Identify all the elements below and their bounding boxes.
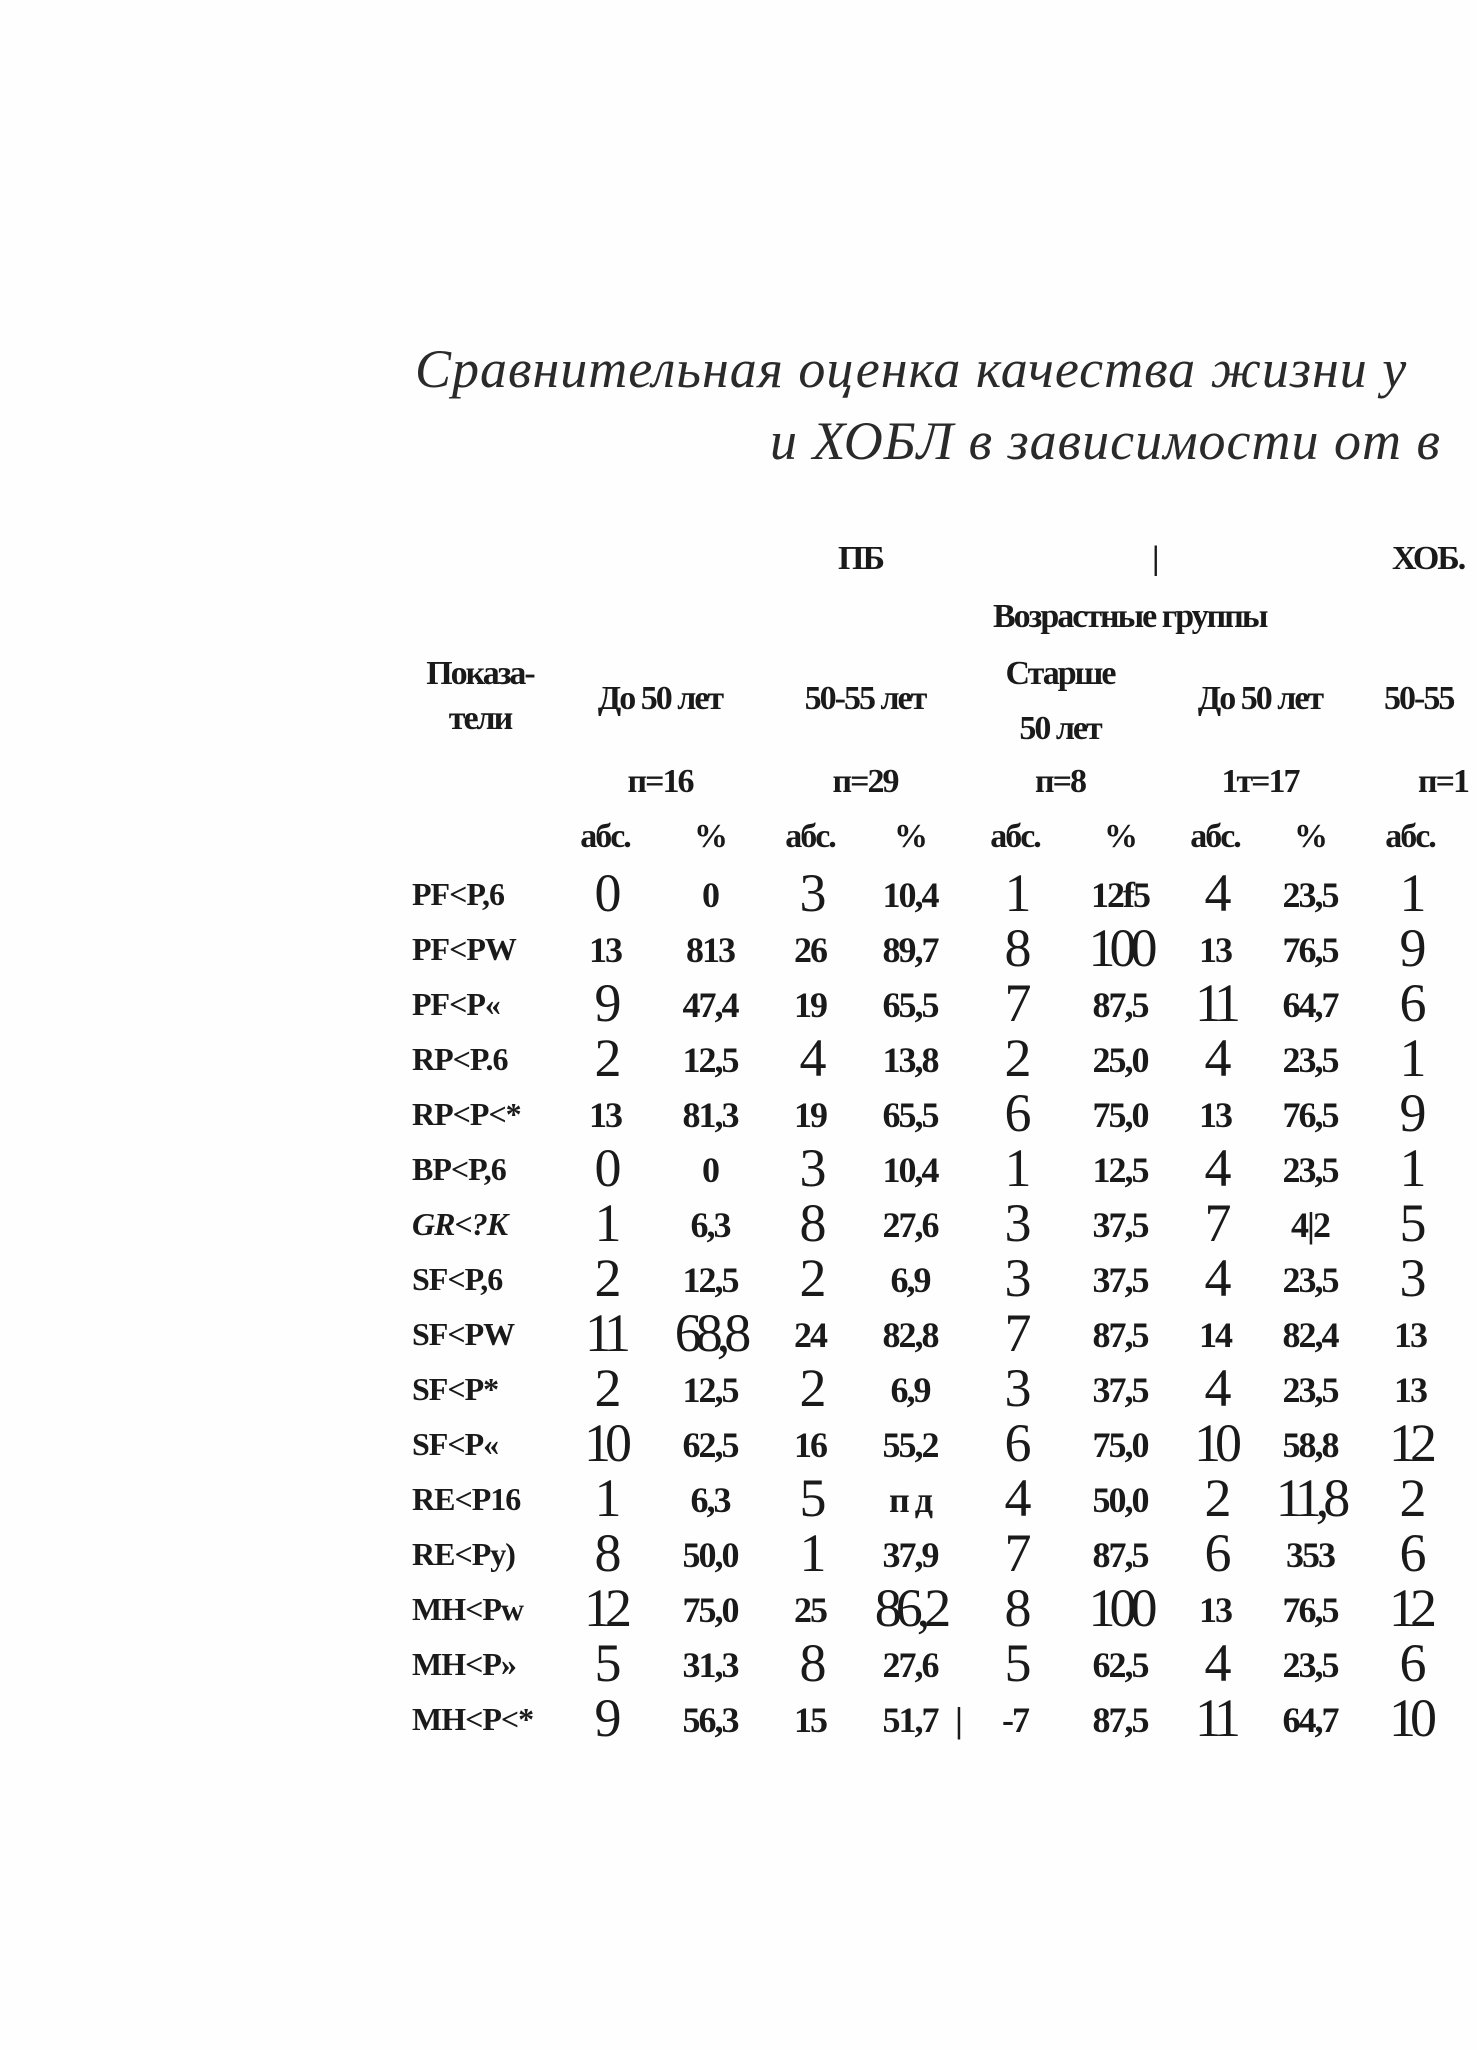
- table-cell: 13: [589, 1095, 621, 1135]
- table-cell: 64,7: [1282, 985, 1338, 1025]
- table-cell: 6: [1399, 1633, 1421, 1693]
- table-cell: 11: [1195, 973, 1235, 1033]
- table-cell: 81,3: [682, 1095, 738, 1135]
- table-cell: 5: [799, 1468, 821, 1528]
- table-cell: 353: [1286, 1535, 1334, 1575]
- table-cell: 2: [799, 1358, 821, 1418]
- table-cell: 4|2: [1291, 1205, 1329, 1245]
- table-cell: 37,5: [1092, 1205, 1148, 1245]
- group-n: п=1: [1418, 763, 1468, 800]
- table-cell: 37,5: [1092, 1260, 1148, 1300]
- table-cell: 3: [1399, 1248, 1421, 1308]
- table-cell: 23,5: [1282, 1370, 1338, 1410]
- indicators-header-line2: тели: [448, 700, 512, 737]
- row-label: SF<P*: [412, 1371, 499, 1407]
- table-cell: 1: [1004, 1138, 1026, 1198]
- table-cell: 87,5: [1092, 1535, 1148, 1575]
- group-n: п=29: [832, 763, 898, 800]
- table-cell: 2: [1004, 1028, 1026, 1088]
- table-cell: 14: [1199, 1315, 1231, 1355]
- table-cell: 8: [799, 1193, 821, 1253]
- table-cell: 25,0: [1092, 1040, 1148, 1080]
- table-cell: 1: [1399, 863, 1421, 923]
- table-title-line1: Сравнительная оценка качества жизни у: [415, 339, 1408, 399]
- table-cell: 26: [794, 930, 826, 970]
- table-cell: 87,5: [1092, 1700, 1148, 1740]
- row-label: BP<P,6: [412, 1151, 506, 1187]
- table-cell: 2: [799, 1248, 821, 1308]
- indicators-header-line1: Показа-: [426, 655, 534, 692]
- table-cell: 37,5: [1092, 1370, 1148, 1410]
- table-cell: 10: [1194, 1413, 1236, 1473]
- table-cell: 7: [1004, 1523, 1026, 1583]
- row-label: RP<P.6: [412, 1041, 508, 1077]
- subcolumn-header: %: [894, 818, 926, 855]
- table-cell: 4: [1204, 1028, 1226, 1088]
- row-label: GR<?K: [412, 1206, 508, 1242]
- table-cell: 11,8: [1275, 1468, 1345, 1528]
- table-cell: 8: [799, 1633, 821, 1693]
- table-cell: 2: [1399, 1468, 1421, 1528]
- row-label: MH<P»: [412, 1646, 516, 1682]
- table-cell: 7: [1204, 1193, 1226, 1253]
- table-cell: 11: [585, 1303, 625, 1363]
- subcolumn-header: абс.: [785, 818, 835, 855]
- table-cell: 0: [594, 1138, 616, 1198]
- table-cell: 5: [1004, 1633, 1026, 1693]
- table-cell: -7: [1002, 1700, 1028, 1740]
- table-cell: 11: [1195, 1688, 1235, 1748]
- table-cell: 2: [594, 1028, 616, 1088]
- row-label: SF<PW: [412, 1316, 515, 1352]
- table-cell: 4: [1204, 1138, 1226, 1198]
- table-cell: 82,4: [1282, 1315, 1338, 1355]
- table-cell: 15: [794, 1700, 826, 1740]
- table-cell: 89,7: [882, 930, 938, 970]
- table-cell: 13: [1199, 930, 1231, 970]
- table-cell: 58,8: [1282, 1425, 1338, 1465]
- table-cell: 10: [1389, 1688, 1431, 1748]
- table-cell: 8: [594, 1523, 616, 1583]
- table-cell: 4: [799, 1028, 821, 1088]
- table-cell: 1: [594, 1468, 616, 1528]
- table-cell: 10,4: [882, 875, 938, 915]
- col-group-label: 50-55 лет: [804, 680, 926, 717]
- table-cell: 4: [1204, 1248, 1226, 1308]
- subcolumn-header: %: [694, 818, 726, 855]
- table-cell: 6,9: [890, 1260, 930, 1300]
- col-group-label: 50-55: [1384, 680, 1454, 717]
- table-cell: 2: [1204, 1468, 1226, 1528]
- table-cell: 1: [799, 1523, 821, 1583]
- table-cell: 7: [1004, 973, 1026, 1033]
- table-cell: 6: [1004, 1083, 1026, 1143]
- row-label: MH<P<*: [412, 1701, 534, 1737]
- table-cell: 13: [1394, 1370, 1426, 1410]
- table-cell: 86,2: [874, 1578, 946, 1638]
- row-label: MH<Pw: [412, 1591, 523, 1627]
- row-label: PF<PW: [412, 931, 516, 967]
- group-n: 1т=17: [1221, 763, 1299, 800]
- table-cell: 100: [1088, 1578, 1152, 1638]
- table-cell: 62,5: [1092, 1645, 1148, 1685]
- table-cell: 3: [1004, 1358, 1026, 1418]
- table-cell: 27,6: [882, 1205, 938, 1245]
- table-cell: 87,5: [1092, 985, 1148, 1025]
- table-cell: 6,3: [690, 1205, 730, 1245]
- column-separator: |: [955, 1700, 963, 1740]
- table-cell: 6,9: [890, 1370, 930, 1410]
- table-cell: 23,5: [1282, 1260, 1338, 1300]
- table-cell: 1: [594, 1193, 616, 1253]
- row-label: PF<P«: [412, 986, 500, 1022]
- table-cell: 6: [1399, 1523, 1421, 1583]
- table-cell: 9: [594, 973, 616, 1033]
- table-cell: 6,3: [690, 1480, 730, 1520]
- table-cell: 47,4: [682, 985, 738, 1025]
- table-cell: 76,5: [1282, 930, 1338, 970]
- group-n: п=8: [1035, 763, 1085, 800]
- row-label: SF<P«: [412, 1426, 499, 1462]
- table-cell: 27,6: [882, 1645, 938, 1685]
- table-cell: 1: [1004, 863, 1026, 923]
- group-divider: |: [1152, 540, 1158, 577]
- table-cell: 12,5: [682, 1040, 738, 1080]
- table-cell: 0: [702, 1150, 718, 1190]
- table-cell: 100: [1088, 918, 1152, 978]
- table-cell: 13: [1394, 1315, 1426, 1355]
- table-cell: 0: [702, 875, 718, 915]
- table-cell: 4: [1204, 863, 1226, 923]
- table-cell: 5: [594, 1633, 616, 1693]
- table-title-line2: и ХОБЛ в зависимости от в: [770, 411, 1441, 471]
- table-cell: 3: [1004, 1248, 1026, 1308]
- table-cell: 65,5: [882, 985, 938, 1025]
- table-cell: 3: [799, 863, 821, 923]
- table-cell: 51,7: [882, 1700, 938, 1740]
- table-cell: 3: [1004, 1193, 1026, 1253]
- table-cell: 62,5: [682, 1425, 738, 1465]
- table-cell: 68,8: [674, 1303, 746, 1363]
- table-cell: 10,4: [882, 1150, 938, 1190]
- row-label: RP<P<*: [412, 1096, 521, 1132]
- table-cell: 12: [1389, 1413, 1431, 1473]
- group-n: п=16: [627, 763, 693, 800]
- table-cell: 16: [794, 1425, 826, 1465]
- subcolumn-header: %: [1104, 818, 1136, 855]
- row-label: PF<P,6: [412, 876, 504, 912]
- table-cell: п д: [889, 1480, 931, 1520]
- table-cell: 9: [1399, 918, 1421, 978]
- table-cell: 19: [794, 1095, 826, 1135]
- table-cell: 12,5: [682, 1370, 738, 1410]
- group-pb-label: ПБ: [838, 540, 883, 577]
- table-cell: 50,0: [682, 1535, 738, 1575]
- table-cell: 75,0: [682, 1590, 738, 1630]
- table-cell: 4: [1004, 1468, 1026, 1528]
- table-cell: 25: [794, 1590, 826, 1630]
- table-cell: 2: [594, 1358, 616, 1418]
- subcolumn-header: абс.: [1385, 818, 1435, 855]
- table-cell: 9: [594, 1688, 616, 1748]
- subcolumn-header: абс.: [580, 818, 630, 855]
- table-cell: 23,5: [1282, 1645, 1338, 1685]
- table-cell: 12,5: [682, 1260, 738, 1300]
- col-group-label: До 50 лет: [597, 680, 723, 717]
- table-cell: 82,8: [882, 1315, 938, 1355]
- table-cell: 9: [1399, 1083, 1421, 1143]
- table-cell: 31,3: [682, 1645, 738, 1685]
- table-cell: 6: [1204, 1523, 1226, 1583]
- table-cell: 76,5: [1282, 1590, 1338, 1630]
- table-cell: 813: [686, 930, 734, 970]
- table-cell: 8: [1004, 918, 1026, 978]
- table-cell: 1: [1399, 1028, 1421, 1088]
- table-cell: 8: [1004, 1578, 1026, 1638]
- table-cell: 6: [1004, 1413, 1026, 1473]
- table-cell: 75,0: [1092, 1425, 1148, 1465]
- col-group-label: До 50 лет: [1197, 680, 1323, 717]
- row-label: SF<P,6: [412, 1261, 503, 1297]
- table-cell: 13: [589, 930, 621, 970]
- table-cell: 75,0: [1092, 1095, 1148, 1135]
- table-cell: 13: [1199, 1095, 1231, 1135]
- table-cell: 4: [1204, 1358, 1226, 1418]
- table-cell: 13,8: [882, 1040, 938, 1080]
- table-cell: 23,5: [1282, 875, 1338, 915]
- table-cell: 50,0: [1092, 1480, 1148, 1520]
- table-cell: 12,5: [1092, 1150, 1148, 1190]
- table-cell: 3: [799, 1138, 821, 1198]
- table-cell: 12f5: [1091, 875, 1149, 915]
- table-cell: 12: [1389, 1578, 1431, 1638]
- table-cell: 64,7: [1282, 1700, 1338, 1740]
- table-cell: 1: [1399, 1138, 1421, 1198]
- table-cell: 13: [1199, 1590, 1231, 1630]
- table-cell: 23,5: [1282, 1150, 1338, 1190]
- table-cell: 65,5: [882, 1095, 938, 1135]
- table-cell: 87,5: [1092, 1315, 1148, 1355]
- table-cell: 55,2: [882, 1425, 938, 1465]
- col-group-label-line1: Старше: [1005, 655, 1115, 692]
- col-group-label-line2: 50 лет: [1019, 710, 1101, 747]
- table-cell: 76,5: [1282, 1095, 1338, 1135]
- subcolumn-header: абс.: [990, 818, 1040, 855]
- group-hobl-label: ХОБ.: [1392, 540, 1465, 577]
- table-cell: 2: [594, 1248, 616, 1308]
- age-groups-label: Возрастные группы: [993, 598, 1267, 635]
- table-cell: 23,5: [1282, 1040, 1338, 1080]
- row-label: RE<P16: [412, 1481, 521, 1517]
- table-cell: 37,9: [882, 1535, 938, 1575]
- subcolumn-header: %: [1294, 818, 1326, 855]
- subcolumn-header: абс.: [1190, 818, 1240, 855]
- table-cell: 10: [584, 1413, 626, 1473]
- table-cell: 6: [1399, 973, 1421, 1033]
- table-cell: 56,3: [682, 1700, 738, 1740]
- table-cell: 7: [1004, 1303, 1026, 1363]
- table-cell: 24: [794, 1315, 826, 1355]
- table-cell: 12: [584, 1578, 626, 1638]
- table-cell: 0: [594, 863, 616, 923]
- row-label: RE<Py): [412, 1536, 515, 1572]
- table-cell: 4: [1204, 1633, 1226, 1693]
- table-cell: 19: [794, 985, 826, 1025]
- table-cell: 5: [1399, 1193, 1421, 1253]
